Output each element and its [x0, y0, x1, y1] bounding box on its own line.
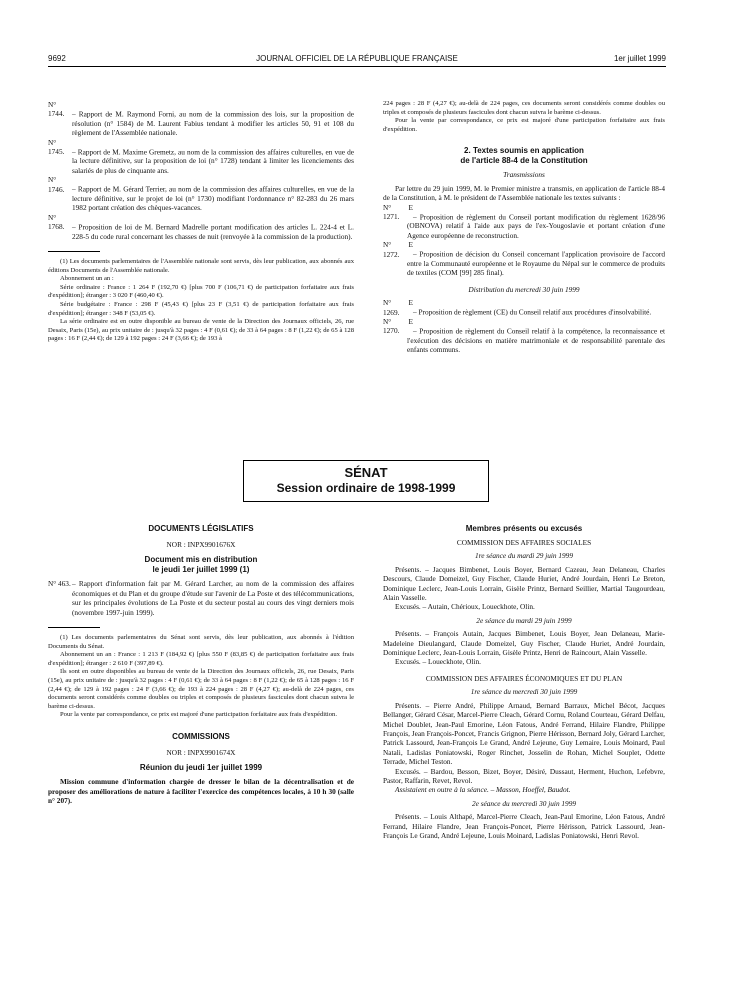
list-item: N° 1746. – Rapport de M. Gérard Terrier, au nom de la commission des affaires culturelles, en vue de la lecture définitive, sur le projet de loi (n° 1730) modifiant l'ordonnance n° 82-283 du 26 mars 1982 portant création des chèques-vacances. [48, 175, 354, 213]
list-item: N° E 1272. – Proposition de décision du Conseil concernant l'application provisoire de l'accord entre la Communauté européenne et le Royaume du Népal sur le commerce de produits de textiles (COM [99] 285 final). [383, 240, 665, 278]
top-left-column [48, 100, 354, 344]
list-item: N° E 1269. – Proposition de règlement (CE) du Conseil relatif aux procédures d'insolvabilité. [383, 298, 652, 317]
presents-list: Présents. – Louis Althapé, Marcel-Pierre Cleach, Jean-Paul Emorine, Léon Fatous, André Ferrand, Hilaire Flandre, Jean François-Poncet, Pierre Hérisson, Patrick Lassourd, Jean-François Le Grand, André Lejeune, Louis Moinard, Ladislas Poniatowski, Henri Revol. [383, 812, 665, 840]
footnote-rule [48, 627, 100, 628]
page-number: 9692 [48, 54, 66, 63]
vente-note: Pour la vente par correspondance, ce prix est majoré d'une participation forfaitaire aux frais d'expédition. [383, 117, 665, 133]
document-title: Document mis en distribution le jeudi 1er juillet 1999 (1) [144, 555, 258, 575]
seance-title: 2e séance du mardi 29 juin 1999 [476, 615, 572, 625]
assistaient-list: Assistaient en outre à la séance. – Masson, Hoeffel, Baudot. [395, 785, 571, 795]
footnote: (1) Les documents parlementaires du Sénat sont servis, dès leur publication, aux abonnés à l'édition Documents du Sénat. Abonnement un an : France : 1 213 F (184,92 €) [plus 550 F (83,85 €) de participation forfaitaire aux frais d'expédition]; étranger : 2 610 F (397,89 €). Ils sont en outre disponibles au bureau de vente de la Direction des Journaux officiels, 26, rue Desaix, Paris (15e), au prix unitaire de : jusqu'à 32 pages : 4 F (0,61 €); de 33 à 64 pages : 8 F (1,22 €); de 65 à 128 pages : 16 F (2,44 €); de 129 à 192 pages : 24 F (3,66 €); de 193 à 224 pages : 28 F (4,27 €); au-delà de 224 pages, ces documents seront considérés comme doubles ou triples et composés de plusieurs fascicules dont chacun suivra le barème ci-dessus. Pour la vente par correspondance, ce prix est majoré d'une participation forfaitaire aux frais d'expédition. [48, 634, 354, 719]
senat-session: Session ordinaire de 1998-1999 [276, 481, 456, 495]
reunion-title: Réunion du jeudi 1er juillet 1999 [139, 763, 263, 773]
list-item: N° E 1270. – Proposition de règlement du Conseil relatif à la compétence, la reconnaissance et l'exécution des décisions en matière matrimoniale et de responsabilité parentale des enfants communs. [383, 317, 665, 355]
membres-heading: Membres présents ou excusés [465, 524, 583, 533]
journal-title: JOURNAL OFFICIEL DE LA RÉPUBLIQUE FRANÇAISE [256, 54, 458, 63]
footnote: (1) Les documents parlementaires de l'Assemblée nationale sont servis, dès leur publication, aux abonnés aux éditions Documents de l'Assemblée nationale. Abonnement un an : Série ordinaire : France : 1 264 F (192,70 €) [plus 700 F (106,71 €) de participation forfaitaire aux frais d'expédition]; étranger : 3 020 F (460,40 €). Série budgétaire : France : 298 F (45,43 €) [plus 23 F (3,51 €) de participation forfaitaire aux frais d'expédition]; étranger : 348 F (53,05 €). La série ordinaire est en outre disponible au bureau de vente de la Direction des Journaux officiels, 26, rue Desaix, Paris (15e), au prix unitaire de : jusqu'à 32 pages : 4 F (0,61 €); de 33 à 64 pages : 8 F (1,22 €); de 65 à 128 pages : 16 F (2,44 €); de 129 à 192 pages : 24 F (3,66 €); de 193 à [48, 258, 354, 343]
presents-list: Présents. – Jacques Bimbenet, Louis Boyer, Bernard Cazeau, Jean Delaneau, Charles Descours, Claude Domeizel, Guy Fischer, Claude Huriet, André Jourdain, Henri Le Breton, Dominique Leclerc, Jean-Louis Lorrain, Gisèle Printz, Bernard Seillier, Martial Taugourdeau, Alain Vasselle. [383, 564, 665, 603]
list-item: N° 1745. – Rapport de M. Maxime Gremetz, au nom de la commission des affaires culturelles, en vue de la lecture définitive, sur la proposition de loi (n° 1728) tendant à limiter les licenciements des salariés de plus de cinquante ans. [48, 137, 354, 175]
transmissions-heading: Transmissions [503, 170, 545, 180]
seance-title: 1re séance du mardi 29 juin 1999 [475, 551, 573, 561]
senat-title: SÉNAT [344, 465, 388, 480]
top-right-column [383, 100, 665, 355]
documents-heading: DOCUMENTS LÉGISLATIFS [148, 524, 254, 533]
section-title: 2. Textes soumis en application de l'article 88-4 de la Constitution [460, 146, 588, 166]
bottom-left-column [48, 524, 354, 806]
commissions-heading: COMMISSIONS [172, 731, 230, 741]
mission-text: Mission commune d'information chargée de dresser le bilan de la décentralisation et de proposer des améliorations de nature à faciliter l'exercice des compétences locales, à 10 h 30 (salle n° 207). [48, 777, 354, 806]
nor-reference: NOR : INPX9901674X [166, 747, 236, 757]
presents-list: Présents. – Pierre André, Philippe Arnaud, Bernard Barraux, Michel Bécot, Jacques Bellanger, Gérard César, Marcel-Pierre Cleach, Gérard Cornu, Roland Courteau, Gérard Delfau, Michel Doublet, Jean-Paul Emorine, Léon Fatous, André Ferrand, Hilaire Flandre, Philippe François, Jean François-Poncet, Francis Grignon, Pierre Hérisson, Bernard Joly, Gérard Larcher, Patrick Lassourd, Jean-François Le Grand, André Lejeune, Guy Lemaire, Louis Moinard, Paul Natali, Ladislas Poniatowski, Roger Rinchet, Josselin de Rohan, Michel Souplet, Odette Terrade, Michel Teston. [383, 700, 665, 767]
list-item: N° 463.– Rapport d'information fait par M. Gérard Larcher, au nom de la commission des affaires économiques et du Plan et du groupe d'étude sur l'avenir de La Poste et des télécommunications, sur les principales évolutions de La Poste et du secteur postal au cours des vingt derniers mois (novembre 1997-juin 1999). [48, 579, 354, 617]
excuses-list: Excusés. – Loueckhote, Olin. [395, 657, 481, 667]
nor-reference: NOR : INPX9901676X [166, 540, 236, 549]
distribution-heading: Distribution du mercredi 30 juin 1999 [468, 284, 580, 294]
transmission-intro: Par lettre du 29 juin 1999, M. le Premier ministre a transmis, en application de l'article 88-4 de la Constitution, à M. le président de l'Assemblée nationale les textes suivants : [383, 183, 665, 203]
page-header [48, 52, 666, 67]
excuses-list: Excusés. – Bardou, Besson, Bizet, Boyer, Désiré, Dussaut, Herment, Huchon, Lefebvre, Pastor, Raffarin, Revet, Revol. [383, 766, 665, 785]
senat-title-box [243, 460, 489, 502]
seance-title: 2e séance du mercredi 30 juin 1999 [471, 798, 577, 808]
presents-list: Présents. – François Autain, Jacques Bimbenet, Louis Boyer, Jean Delaneau, Marie-Madeleine Dieulangard, Claude Domeizel, Guy Fischer, Claude Huriet, André Jourdain, Dominique Leclerc, Jean-Louis Lorrain, Gisèle Printz, Henri de Raincourt, Alain Vasselle. [383, 629, 665, 658]
list-item: N° 1744. – Rapport de M. Raymond Forni, au nom de la commission des lois, sur la proposition de résolution (n° 1584) de M. Laurent Fabius tendant à modifier les articles 50, 91 et 108 du règlement de l'Assemblée nationale. [48, 100, 354, 138]
list-item: N° E 1271. – Proposition de règlement du Conseil portant modification du règlement 1628/96 (OBNOVA) relatif à l'aide aux pays de l'ex-Yougoslavie et portant création d'une Agence européenne de reconstruction. [383, 202, 665, 240]
header-date: 1er juillet 1999 [613, 54, 666, 63]
seance-title: 1re séance du mercredi 30 juin 1999 [470, 687, 578, 697]
commission-name: COMMISSION DES AFFAIRES SOCIALES [456, 538, 592, 547]
bottom-right-column [383, 524, 665, 840]
commission-name: COMMISSION DES AFFAIRES ÉCONOMIQUES ET DU PLAN [425, 673, 623, 683]
footnote-rule [48, 251, 100, 252]
list-item: N° 1768. – Proposition de loi de M. Bernard Madrelle portant modification des articles L. 224-4 et L. 228-5 du code rural concernant les chasses de nuit (renvoyée à la commission de la production). [48, 212, 354, 241]
excuses-list: Excusés. – Autain, Chérioux, Loueckhote, Olin. [395, 602, 535, 612]
price-continuation: 224 pages : 28 F (4,27 €); au-delà de 224 pages, ces documents seront considérés comme doubles ou triples et composés de plusieurs fascicules dont chacun suivra le barème ci-dessus. [383, 100, 665, 116]
